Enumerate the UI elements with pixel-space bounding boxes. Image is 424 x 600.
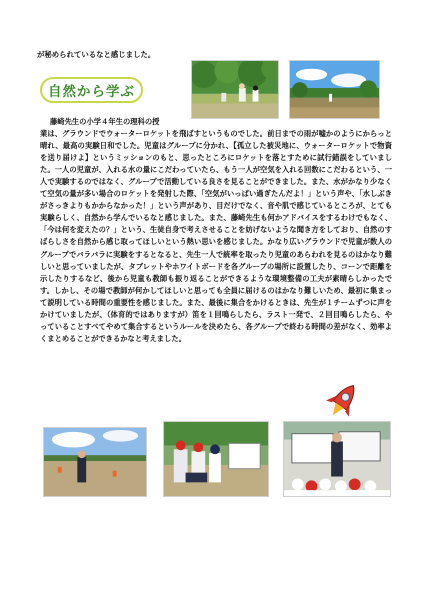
rocket-icon [318,380,366,424]
article-lead-line: 藤崎先生の小学４年生の理科の授 [50,117,160,126]
photo-field-trees [191,60,279,119]
photo-sky-ground [289,60,380,119]
top-line-text: が秘められているなと感じました。 [37,50,156,59]
photo-teacher-whiteboard [283,421,391,497]
photo-children-group [163,421,269,497]
article-body [40,116,392,345]
section-title: 自然から学ぶ [48,84,135,100]
section-title-badge [40,77,143,103]
article-body-text: 業は、グラウンドでウォーターロケットを飛ばすというものでした。前日までの雨が嘘かのようにからっと晴れ、最高の実験日和でした。児童はグループに分かれ、【孤立した被災地に、ウォーターロケットで物資を送り届けよ】というミッションのもと、思ったところにロケットを落とすために試行錯誤をしていました。一人の児童が、入れる水の量にこだわっていたら、もう一人が空気を入れる回数にこだわるという、一人で実験するのではなく、グループで活動している良さを見ることができました。また、水がかなり少なくて空気の量が多い場合のロケットを発射した際、「空気がいっぱい過ぎたんだよ！」という声や、「水しぶきがさっきよりもかからなかった！」という声があり、目だけでなく、音や肌で感じているところが、とても実験らしく、自然から学んでいるなと感じました。また、藤崎先生も何かアドバイスをするわけでもなく、「今は何を変えたの？」という、生徒自身で考えさせることを妨げないような聞き方をしており、自然のすばらしさを自然から感じ取ってほしいという熱い思いを感じました。かなり広いグラウンドで児童が数人のグループでバラバラに実験をするとなると、先生一人で統率を取ったり児童のあらわれを見るのはかなり難しいと思っていましたが、タブレットやホワイトボードを各グループの場所に設置したり、コーンで距離を示したりするなど、後から児童も教師も振り返ることができるような環境整備の工夫が素晴らしかったです。しかし、その場で教師が何かしてほしいと思っても全員に届けるのはかなり難しいため、最初に集まって説明している時間の重要性を感じました。また、最後に集合をかけるときは、先生が１チームずつに声をかけていましたが、（体育的ではありますが）笛を１回鳴らしたら、ラスト一発で、２回目鳴らしたら、やっていることすべてやめて集合するというルールを決めたら、各グループで終わる時間の差がなく、効率よくまとめることができるかなと考えました。 [40,129,392,343]
photo-teacher-outdoor [43,427,147,497]
